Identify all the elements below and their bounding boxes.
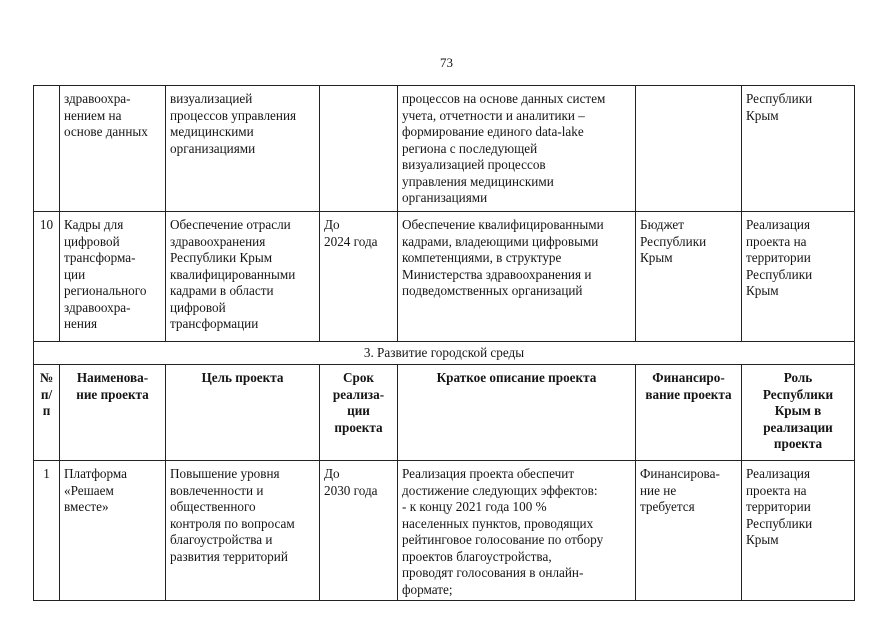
cell-project-role: Реализация проекта на территории Республики Крым — [742, 212, 855, 342]
projects-table — [33, 85, 855, 601]
header-project-term: Срок реализа- ции проекта — [320, 365, 398, 461]
cell-project-description: процессов на основе данных систем учета, отчетности и аналитики – формирование единого data-lake региона с последующей визуализацией процессов управления медицинскими организациями — [398, 86, 636, 212]
header-number: № п/ п — [34, 365, 60, 461]
cell-project-term: До 2030 года — [320, 461, 398, 601]
cell-number: 10 — [34, 212, 60, 342]
cell-project-goal: визуализацией процессов управления медицинскими организациями — [166, 86, 320, 212]
cell-project-name: здравоохра- нением на основе данных — [60, 86, 166, 212]
cell-project-name: Кадры для цифровой трансформа- ции регионального здравоохра- нения — [60, 212, 166, 342]
header-project-role: Роль Республики Крым в реализации проекта — [742, 365, 855, 461]
section-title: 3. Развитие городской среды — [34, 342, 855, 365]
table-row-1 — [34, 461, 855, 601]
cell-project-financing — [636, 86, 742, 212]
header-project-financing: Финансиро- вание проекта — [636, 365, 742, 461]
cell-project-financing: Финансирова- ние не требуется — [636, 461, 742, 601]
cell-project-goal: Обеспечение отрасли здравоохранения Республики Крым квалифицированными кадрами в области цифровой трансформации — [166, 212, 320, 342]
cell-project-role: Республики Крым — [742, 86, 855, 212]
header-project-description: Краткое описание проекта — [398, 365, 636, 461]
page-number: 73 — [440, 55, 453, 70]
header-row — [34, 365, 855, 461]
section-row — [34, 342, 855, 365]
table-row-continuation — [34, 86, 855, 212]
cell-project-description: Обеспечение квалифицированными кадрами, владеющими цифровыми компетенциями, в структуре Министерства здравоохранения и подведомственных организаций — [398, 212, 636, 342]
cell-project-goal: Повышение уровня вовлеченности и общественного контроля по вопросам благоустройства и развития территорий — [166, 461, 320, 601]
cell-project-description: Реализация проекта обеспечит достижение следующих эффектов: - к концу 2021 года 100 % населенных пунктов, проводящих рейтинговое голосование по отбору проектов благоустройства, проводят голосования в онлайн- формате; — [398, 461, 636, 601]
header-project-name: Наименова- ние проекта — [60, 365, 166, 461]
cell-project-name: Платформа «Решаем вместе» — [60, 461, 166, 601]
cell-number — [34, 86, 60, 212]
header-project-goal: Цель проекта — [166, 365, 320, 461]
cell-project-term: До 2024 года — [320, 212, 398, 342]
cell-project-role: Реализация проекта на территории Республики Крым — [742, 461, 855, 601]
table-row-10 — [34, 212, 855, 342]
cell-project-term — [320, 86, 398, 212]
cell-number: 1 — [34, 461, 60, 601]
cell-project-financing: Бюджет Республики Крым — [636, 212, 742, 342]
